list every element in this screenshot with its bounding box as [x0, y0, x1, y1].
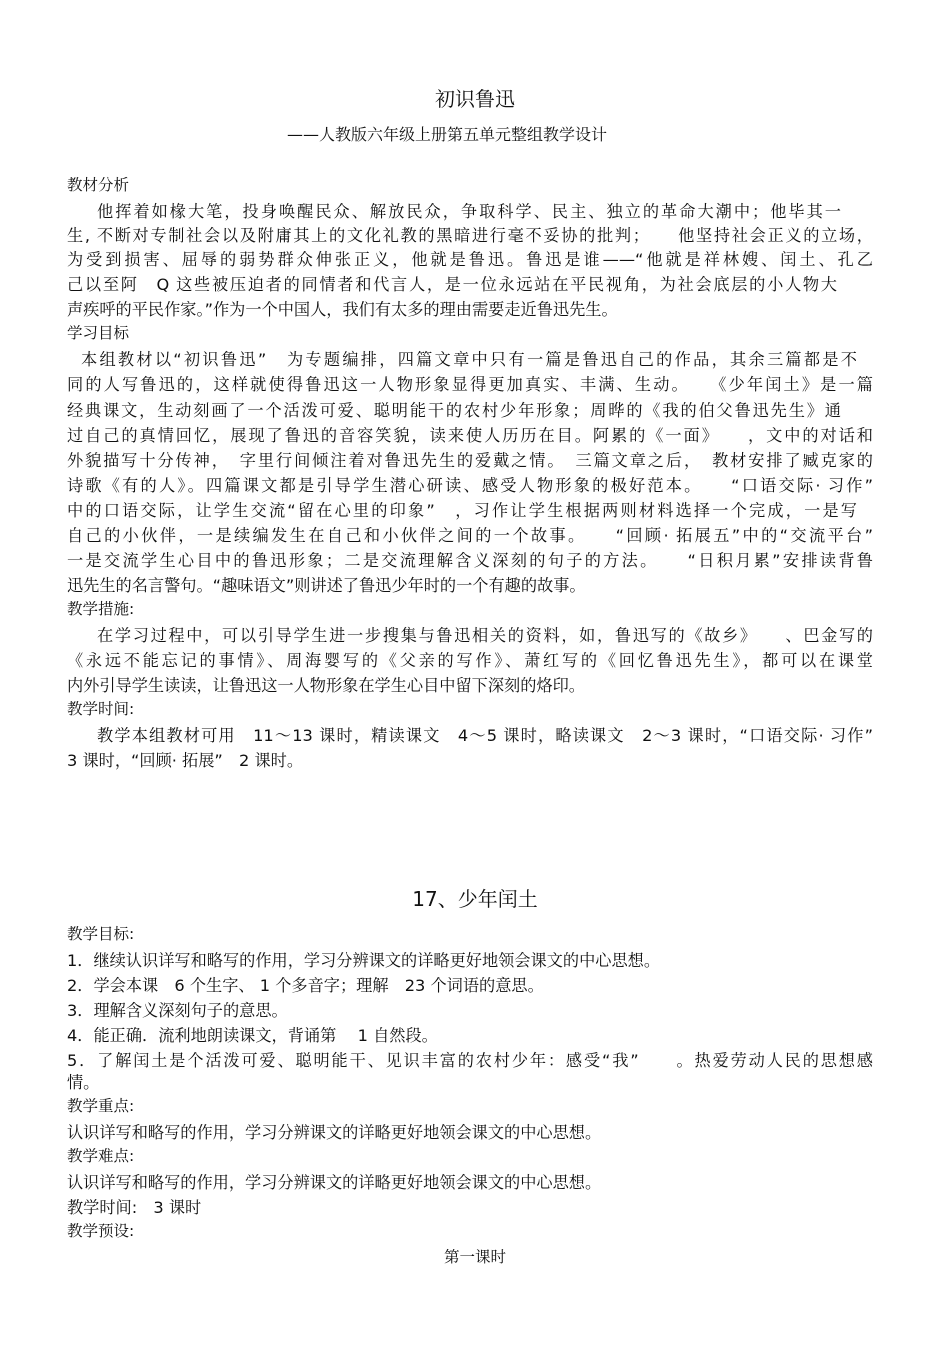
paragraph-line: 中的口语交际，让学生交流“留在心里的印象” ，习作让学生根据两则材料选择一个完成，一是写: [67, 501, 857, 520]
paragraph-line: 己以至阿 Q 这些被压迫者的同情者和代言人，是一位永远站在平民视角，为社会底层的小人物大: [67, 275, 837, 294]
paragraph-line: 本组教材以“初识鲁迅” 为专题编排，四篇文章中只有一篇是鲁迅自己的作品，其余三篇都是不: [81, 350, 857, 369]
lesson-goals-heading: 教学目标:: [67, 925, 135, 943]
doc-title: 初识鲁迅: [435, 87, 515, 111]
lesson-title: 17、少年闰土: [412, 887, 538, 911]
paragraph-line: 经典课文，生动刻画了一个活泼可爱、聪明能干的农村少年形象；周晔的《我的伯父鲁迅先生》通: [67, 401, 841, 420]
paragraph-line: 《永远不能忘记的事情》、周海婴写的《父亲的写作》、萧红写的《回忆鲁迅先生》，都可以在课堂: [67, 651, 873, 670]
preparation-heading: 教学预设:: [67, 1222, 135, 1240]
paragraph-line: 3 课时，“回顾· 拓展” 2 课时。: [67, 751, 304, 770]
first-class-heading: 第一课时: [443, 1248, 506, 1266]
section-heading-time: 教学时间:: [67, 700, 135, 718]
paragraph-line: 他挥着如椽大笔，投身唤醒民众、解放民众，争取科学、民主、独立的革命大潮中；他毕其一: [97, 202, 841, 221]
goal-item: 1．继续认识详写和略写的作用，学习分辨课文的详略更好地领会课文的中心思想。: [67, 951, 661, 970]
section-heading-goals: 学习目标: [67, 324, 130, 342]
paragraph-line: 教学本组教材可用 11～13 课时，精读课文 4～5 课时，略读课文 2～3 课时，“口语交际· 习作”: [97, 726, 873, 745]
goal-item: 4．能正确．流利地朗读课文，背诵第 1 自然段。: [67, 1026, 438, 1045]
goal-item: 情。: [67, 1073, 100, 1092]
goal-item: 5．了解闰土是个活泼可爱、聪明能干、见识丰富的农村少年：感受“我” 。热爱劳动人民的思想感: [67, 1051, 873, 1070]
difficulty-heading: 教学难点:: [67, 1147, 135, 1165]
lesson-time: 教学时间: 3 课时: [67, 1198, 202, 1217]
section-heading-measures: 教学措施:: [67, 600, 135, 618]
paragraph-line: 过自己的真情回忆，展现了鲁迅的音容笑貌，读来使人历历在目。阿累的《一面》 ，文中的对话和: [67, 426, 873, 445]
section-heading-analysis: 教材分析: [67, 176, 130, 194]
goal-item: 2．学会本课 6 个生字、 1 个多音字；理解 23 个词语的意思。: [67, 976, 544, 995]
paragraph-line: 外貌描写十分传神， 字里行间倾注着对鲁迅先生的爱戴之情。 三篇文章之后， 教材安排了臧克家的: [67, 451, 873, 470]
paragraph-line: 为受到损害、屈辱的弱势群众伸张正义，他就是鲁迅。鲁迅是谁——“他就是祥林嫂、闰土、孔乙: [67, 250, 873, 269]
paragraph-line: 诗歌《有的人》。四篇课文都是引导学生潜心研读、感受人物形象的极好范本。 “口语交际· 习作”: [67, 476, 873, 495]
paragraph-line: 在学习过程中，可以引导学生进一步搜集与鲁迅相关的资料，如，鲁迅写的《故乡》 、巴金写的: [97, 626, 873, 645]
key-points-heading: 教学重点:: [67, 1097, 135, 1115]
paragraph-line: 迅先生的名言警句。“趣味语文”则讲述了鲁迅少年时的一个有趣的故事。: [67, 576, 586, 595]
goal-item: 3．理解含义深刻句子的意思。: [67, 1001, 288, 1020]
doc-subtitle: ——人教版六年级上册第五单元整组教学设计: [287, 125, 608, 144]
paragraph-line: 生, 不断对专制社会以及附庸其上的文化礼教的黑暗进行毫不妥协的批判； 他坚持社会正义的立场，: [67, 226, 873, 245]
paragraph-line: 声疾呼的平民作家。”作为一个中国人，我们有太多的理由需要走近鲁迅先生。: [67, 300, 618, 319]
paragraph-line: 自己的小伙伴，一是续编发生在自己和小伙伴之间的一个故事。 “回顾· 拓展五”中的“交流平台”: [67, 526, 873, 545]
key-points-text: 认识详写和略写的作用，学习分辨课文的详略更好地领会课文的中心思想。: [67, 1123, 602, 1142]
paragraph-line: 内外引导学生读读，让鲁迅这一人物形象在学生心目中留下深刻的烙印。: [67, 676, 585, 695]
paragraph-line: 一是交流学生心目中的鲁迅形象；二是交流理解含义深刻的句子的方法。 “日积月累”安排读背鲁: [67, 551, 873, 570]
paragraph-line: 同的人写鲁迅的，这样就使得鲁迅这一人物形象显得更加真实、丰满、生动。 《少年闰土》是一篇: [67, 375, 873, 394]
difficulty-text: 认识详写和略写的作用，学习分辨课文的详略更好地领会课文的中心思想。: [67, 1173, 602, 1192]
